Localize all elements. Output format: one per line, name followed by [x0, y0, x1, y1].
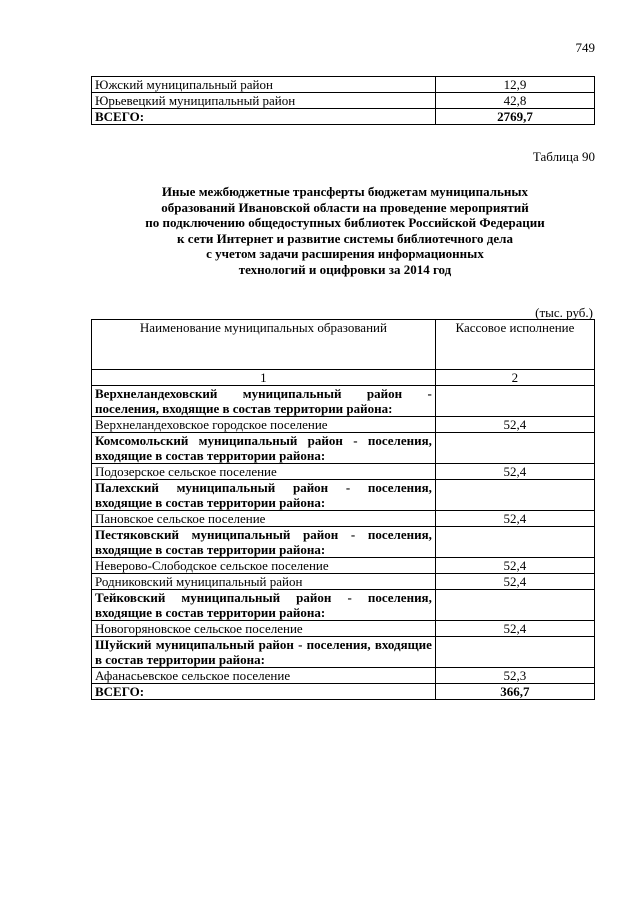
district-header-row [92, 386, 595, 417]
header-value-column: Кассовое исполнение [435, 320, 594, 370]
total-value: 366,7 [435, 684, 594, 700]
district-header-row [92, 637, 595, 668]
row-value [435, 480, 594, 511]
row-name: Пестяковский муниципальный район - поселения, входящие в состав территории района: [92, 527, 436, 558]
row-name: Комсомольский муниципальный район - поселения, входящие в состав территории района: [92, 433, 436, 464]
row-name: Южский муниципальный район [92, 77, 436, 93]
row-value [435, 590, 594, 621]
total-value: 2769,7 [435, 109, 594, 125]
title-line: с учетом задачи расширения информационных [206, 246, 484, 261]
row-value: 52,4 [435, 621, 594, 637]
row-name: Верхнеландеховское городское поселение [92, 417, 436, 433]
column-number: 1 [92, 370, 436, 386]
row-value: 52,4 [435, 417, 594, 433]
previous-table-end [91, 76, 595, 125]
row-value: 52,4 [435, 574, 594, 590]
row-value: 42,8 [435, 93, 594, 109]
row-value [435, 386, 594, 417]
table-row [92, 668, 595, 684]
district-header-row [92, 590, 595, 621]
total-label: ВСЕГО: [92, 684, 436, 700]
column-numbers-row [92, 370, 595, 386]
table-title [95, 184, 595, 277]
header-row [92, 320, 595, 370]
row-value [435, 527, 594, 558]
row-name: Шуйский муниципальный район - поселения, входящие в состав территории района: [92, 637, 436, 668]
row-value: 52,4 [435, 558, 594, 574]
total-label: ВСЕГО: [92, 109, 436, 125]
row-value: 52,3 [435, 668, 594, 684]
row-value: 52,4 [435, 464, 594, 480]
row-name: Новогоряновское сельское поселение [92, 621, 436, 637]
row-value [435, 433, 594, 464]
transfers-table [91, 319, 595, 700]
table-row [92, 417, 595, 433]
total-row [92, 684, 595, 700]
row-name: Палехский муниципальный район - поселения, входящие в состав территории района: [92, 480, 436, 511]
title-line: технологий и оцифровки за 2014 год [238, 261, 452, 277]
title-line: к сети Интернет и развитие системы библиотечного дела [177, 230, 513, 246]
table-row [92, 558, 595, 574]
title-line: Иные межбюджетные трансферты бюджетам муниципальных [161, 184, 529, 199]
header-name-column: Наименование муниципальных образований [92, 320, 436, 370]
district-header-row [92, 527, 595, 558]
table-row [92, 93, 595, 109]
district-header-row [92, 433, 595, 464]
row-name: Тейковский муниципальный район - поселения, входящие в состав территории района: [92, 590, 436, 621]
title-line: образований Ивановской области на проведение мероприятий [161, 199, 529, 215]
row-name: Неверово-Слободское сельское поселение [92, 558, 436, 574]
table-row [92, 77, 595, 93]
row-value: 52,4 [435, 511, 594, 527]
table-row [92, 464, 595, 480]
table-row [92, 574, 595, 590]
row-value [435, 637, 594, 668]
table-caption: Таблица 90 [532, 149, 595, 164]
row-name: Подозерское сельское поселение [92, 464, 436, 480]
row-name: Афанасьевское сельское поселение [92, 668, 436, 684]
district-header-row [92, 480, 595, 511]
row-name: Родниковский муниципальный район [92, 574, 436, 590]
row-name: Пановское сельское поселение [92, 511, 436, 527]
row-name: Верхнеландеховский муниципальный район - поселения, входящие в состав территории района: [92, 386, 436, 417]
table-row [92, 511, 595, 527]
title-line: по подключению общедоступных библиотек Российской Федерации [145, 215, 545, 230]
page-number: 749 [575, 40, 595, 55]
row-value: 12,9 [435, 77, 594, 93]
column-number: 2 [435, 370, 594, 386]
row-name: Юрьевецкий муниципальный район [92, 93, 436, 109]
units-label: (тыс. руб.) [535, 305, 593, 320]
table-row [92, 621, 595, 637]
total-row [92, 109, 595, 125]
